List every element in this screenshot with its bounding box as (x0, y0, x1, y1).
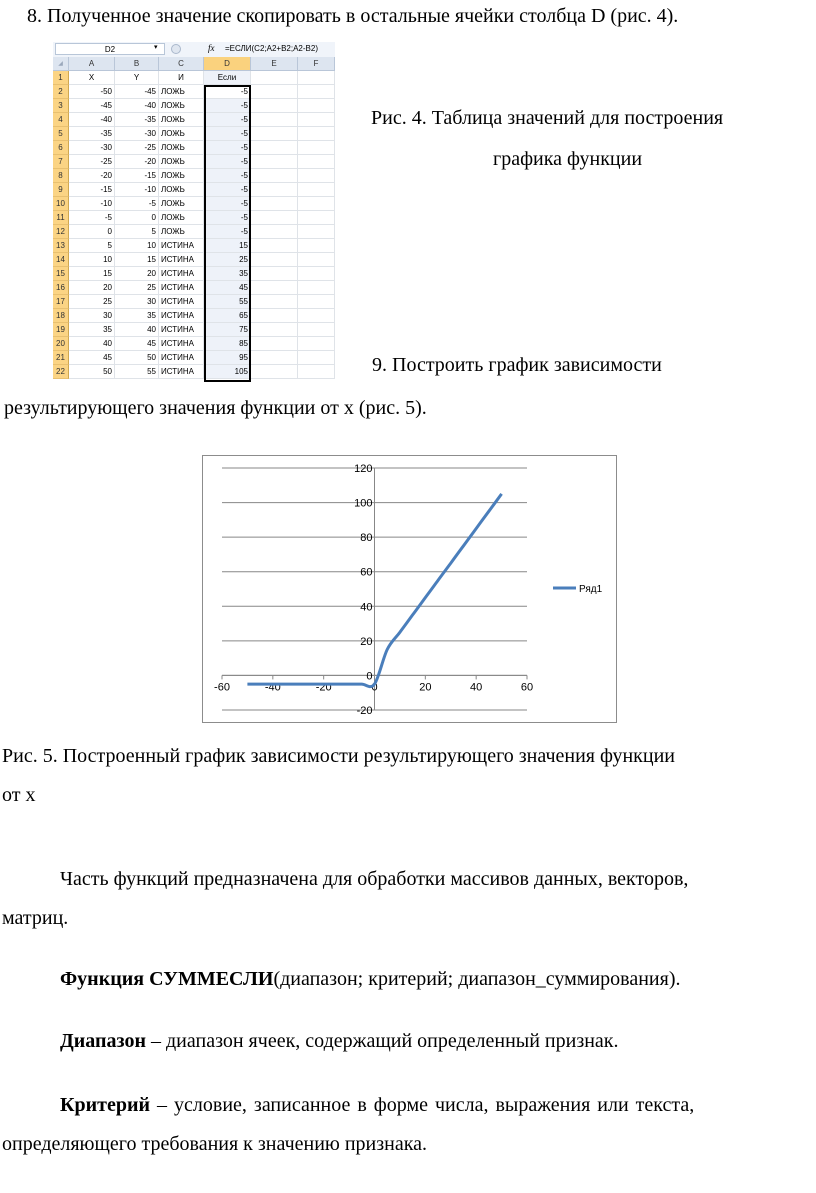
cell-empty[interactable] (251, 365, 298, 379)
fig5-caption-line2: от x (2, 784, 36, 806)
column-header-a[interactable]: A (69, 57, 115, 71)
x-tick-label: -60 (214, 681, 230, 694)
cell-y[interactable]: 0 (115, 211, 159, 225)
column-header-b[interactable]: B (115, 57, 159, 71)
cell-header-d[interactable]: Если (204, 71, 251, 85)
cell-x[interactable]: 35 (69, 323, 115, 337)
cell-if[interactable]: 95 (204, 351, 251, 365)
cell-empty[interactable] (251, 337, 298, 351)
cell-and[interactable]: ИСТИНА (159, 239, 204, 253)
cell-empty[interactable] (298, 337, 335, 351)
cell-y[interactable]: -35 (115, 113, 159, 127)
cell-and[interactable]: ЛОЖЬ (159, 197, 204, 211)
cell-empty[interactable] (298, 309, 335, 323)
cell-empty[interactable] (298, 211, 335, 225)
cell-empty[interactable] (298, 225, 335, 239)
criterion-text: – условие, записанное в форме числа, выражения или текста, (150, 1094, 695, 1116)
cell-x[interactable]: 30 (69, 309, 115, 323)
cell-empty[interactable] (251, 71, 298, 85)
cell-empty[interactable] (251, 127, 298, 141)
cell-and[interactable]: ЛОЖЬ (159, 169, 204, 183)
cell-and[interactable]: ИСТИНА (159, 253, 204, 267)
cell-y[interactable]: -30 (115, 127, 159, 141)
x-tick-label: 60 (520, 681, 534, 694)
cell-empty[interactable] (251, 169, 298, 183)
cell-if[interactable]: 105 (204, 365, 251, 379)
fig5-caption-line1: Рис. 5. Построенный график зависимости результирующего значения функции (2, 745, 675, 767)
column-header-e[interactable]: E (251, 57, 298, 71)
cell-y[interactable]: -10 (115, 183, 159, 197)
cell-if[interactable]: -5 (204, 127, 251, 141)
cell-x[interactable]: -35 (69, 127, 115, 141)
x-tick-label: 40 (470, 681, 483, 694)
cell-header-c[interactable]: И (159, 71, 204, 85)
cell-y[interactable]: 50 (115, 351, 159, 365)
cell-header-a[interactable]: X (69, 71, 115, 85)
cell-if[interactable]: 45 (204, 281, 251, 295)
row-header[interactable]: 9 (53, 183, 69, 197)
row-header[interactable]: 20 (53, 337, 69, 351)
cell-and[interactable]: ЛОЖЬ (159, 99, 204, 113)
row-header[interactable]: 13 (53, 239, 69, 253)
cell-and[interactable]: ИСТИНА (159, 309, 204, 323)
cell-empty[interactable] (298, 141, 335, 155)
fig4-caption-line1: Рис. 4. Таблица значений для построения (371, 107, 724, 129)
formula-bar-expand-button[interactable] (171, 44, 181, 54)
cell-y[interactable]: 25 (115, 281, 159, 295)
column-header-f[interactable]: F (298, 57, 335, 71)
cell-empty[interactable] (298, 281, 335, 295)
cell-y[interactable]: 45 (115, 337, 159, 351)
cell-and[interactable]: ЛОЖЬ (159, 127, 204, 141)
legend-label: Ряд1 (579, 584, 603, 595)
cell-if[interactable]: 65 (204, 309, 251, 323)
cell-x[interactable]: -50 (69, 85, 115, 99)
fig4-caption-line2: графика функции (493, 148, 643, 170)
x-tick-label: -20 (315, 681, 332, 694)
row-header[interactable]: 17 (53, 295, 69, 309)
cell-x[interactable]: 15 (69, 267, 115, 281)
range-text: – диапазон ячеек, содержащий определенный признак. (146, 1030, 619, 1052)
x-tick-label: 20 (419, 681, 432, 694)
column-header-d[interactable]: D (204, 57, 251, 71)
cell-x[interactable]: 5 (69, 239, 115, 253)
row-header[interactable]: 21 (53, 351, 69, 365)
column-header-c[interactable]: C (159, 57, 204, 71)
cell-empty[interactable] (298, 253, 335, 267)
cell-y[interactable]: 10 (115, 239, 159, 253)
row-header[interactable]: 22 (53, 365, 69, 379)
cell-and[interactable]: ИСТИНА (159, 267, 204, 281)
cell-if[interactable]: 75 (204, 323, 251, 337)
cell-x[interactable]: 10 (69, 253, 115, 267)
cell-if[interactable]: -5 (204, 99, 251, 113)
cell-x[interactable]: 50 (69, 365, 115, 379)
cell-empty[interactable] (251, 99, 298, 113)
cell-x[interactable]: -30 (69, 141, 115, 155)
x-tick-label: -40 (264, 681, 281, 694)
cell-if[interactable]: -5 (204, 225, 251, 239)
cell-header-b[interactable]: Y (115, 71, 159, 85)
cell-empty[interactable] (298, 197, 335, 211)
sumif-signature: (диапазон; критерий; диапазон_суммирования). (273, 968, 681, 990)
y-tick-label: 20 (360, 635, 373, 648)
cell-if[interactable]: -5 (204, 169, 251, 183)
cell-x[interactable]: -15 (69, 183, 115, 197)
row-header[interactable]: 10 (53, 197, 69, 211)
cell-empty[interactable] (298, 351, 335, 365)
cell-empty[interactable] (298, 183, 335, 197)
cell-empty[interactable] (298, 155, 335, 169)
cell-and[interactable]: ИСТИНА (159, 323, 204, 337)
excel-screenshot (53, 42, 335, 384)
cell-empty[interactable] (251, 113, 298, 127)
cell-empty[interactable] (251, 225, 298, 239)
range-term: Диапазон (60, 1030, 146, 1052)
cell-if[interactable]: 15 (204, 239, 251, 253)
cell-empty[interactable] (298, 323, 335, 337)
select-all-corner[interactable]: ◢ (53, 57, 69, 71)
criterion-term: Критерий (60, 1094, 151, 1116)
formula-input[interactable]: =ЕСЛИ(C2;A2+B2;A2-B2) (225, 44, 318, 53)
fx-icon[interactable]: fx (208, 43, 215, 53)
cell-x[interactable]: -45 (69, 99, 115, 113)
formula-bar (53, 42, 335, 58)
cell-and[interactable]: ИСТИНА (159, 351, 204, 365)
cell-x[interactable]: 20 (69, 281, 115, 295)
cell-empty[interactable] (251, 183, 298, 197)
name-box[interactable]: D2 (55, 43, 165, 55)
row-header[interactable]: 1 (53, 71, 69, 85)
row-header[interactable]: 7 (53, 155, 69, 169)
criterion-line2: определяющего требования к значению признака. (2, 1133, 428, 1155)
cell-y[interactable]: 5 (115, 225, 159, 239)
cell-if[interactable]: 35 (204, 267, 251, 281)
cell-x[interactable]: -25 (69, 155, 115, 169)
cell-y[interactable]: -45 (115, 85, 159, 99)
cell-and[interactable]: ИСТИНА (159, 365, 204, 379)
row-header[interactable]: 14 (53, 253, 69, 267)
cell-empty[interactable] (298, 267, 335, 281)
cell-y[interactable]: -25 (115, 141, 159, 155)
y-tick-label: -20 (356, 705, 373, 717)
cell-empty[interactable] (251, 267, 298, 281)
cell-y[interactable]: -20 (115, 155, 159, 169)
line-chart (202, 455, 617, 723)
cell-empty[interactable] (298, 99, 335, 113)
cell-if[interactable]: -5 (204, 155, 251, 169)
y-tick-label: 40 (360, 601, 373, 614)
cell-and[interactable]: ЛОЖЬ (159, 225, 204, 239)
row-header[interactable]: 19 (53, 323, 69, 337)
cell-and[interactable]: ЛОЖЬ (159, 85, 204, 99)
cell-if[interactable]: -5 (204, 113, 251, 127)
cell-x[interactable]: 40 (69, 337, 115, 351)
cell-empty[interactable] (251, 351, 298, 365)
row-header[interactable]: 8 (53, 169, 69, 183)
row-header[interactable]: 4 (53, 113, 69, 127)
y-tick-label: 0 (366, 670, 373, 683)
cell-if[interactable]: -5 (204, 141, 251, 155)
cell-empty[interactable] (251, 85, 298, 99)
cell-y[interactable]: 55 (115, 365, 159, 379)
row-header[interactable]: 5 (53, 127, 69, 141)
cell-x[interactable]: -20 (69, 169, 115, 183)
step-9-line1: 9. Построить график зависимости (372, 354, 662, 376)
x-tick-label: 0 (371, 681, 378, 694)
cell-y[interactable]: 20 (115, 267, 159, 281)
step-8-text: 8. Полученное значение скопировать в остальные ячейки столбца D (рис. 4). (27, 5, 679, 27)
cell-empty[interactable] (251, 281, 298, 295)
cell-empty[interactable] (251, 239, 298, 253)
cell-and[interactable]: ИСТИНА (159, 295, 204, 309)
cell-x[interactable]: -40 (69, 113, 115, 127)
cell-empty[interactable] (298, 365, 335, 379)
cell-empty[interactable] (298, 295, 335, 309)
cell-and[interactable]: ЛОЖЬ (159, 113, 204, 127)
cell-if[interactable]: 85 (204, 337, 251, 351)
chevron-down-icon[interactable]: ▾ (154, 44, 158, 51)
cell-y[interactable]: -15 (115, 169, 159, 183)
cell-x[interactable]: -10 (69, 197, 115, 211)
cell-y[interactable]: 30 (115, 295, 159, 309)
step-9-line2: результирующего значения функции от x (рис. 5). (4, 397, 427, 419)
sumif-definition (60, 967, 680, 991)
cell-x[interactable]: -5 (69, 211, 115, 225)
paragraph-arrays-line1: Часть функций предназначена для обработки массивов данных, векторов, (60, 868, 689, 890)
row-header[interactable]: 3 (53, 99, 69, 113)
cell-empty[interactable] (298, 85, 335, 99)
cell-if[interactable]: 25 (204, 253, 251, 267)
row-header[interactable]: 6 (53, 141, 69, 155)
cell-empty[interactable] (298, 127, 335, 141)
cell-x[interactable]: 0 (69, 225, 115, 239)
cell-empty[interactable] (251, 253, 298, 267)
cell-and[interactable]: ЛОЖЬ (159, 183, 204, 197)
cell-empty[interactable] (251, 323, 298, 337)
cell-empty[interactable] (251, 309, 298, 323)
cell-and[interactable]: ИСТИНА (159, 281, 204, 295)
row-header[interactable]: 2 (53, 85, 69, 99)
cell-empty[interactable] (298, 169, 335, 183)
cell-if[interactable]: -5 (204, 211, 251, 225)
cell-empty[interactable] (251, 155, 298, 169)
y-tick-label: 100 (354, 497, 373, 510)
cell-if[interactable]: -5 (204, 183, 251, 197)
cell-and[interactable]: ЛОЖЬ (159, 141, 204, 155)
y-tick-label: 120 (354, 463, 373, 475)
cell-empty[interactable] (251, 211, 298, 225)
cell-empty[interactable] (251, 295, 298, 309)
y-tick-label: 60 (360, 566, 373, 579)
cell-y[interactable]: -5 (115, 197, 159, 211)
cell-empty[interactable] (298, 239, 335, 253)
range-definition (60, 1029, 619, 1053)
cell-y[interactable]: 35 (115, 309, 159, 323)
cell-x[interactable]: 25 (69, 295, 115, 309)
row-header[interactable]: 15 (53, 267, 69, 281)
cell-y[interactable]: -40 (115, 99, 159, 113)
cell-if[interactable]: -5 (204, 197, 251, 211)
paragraph-arrays-line2: матриц. (2, 907, 69, 929)
row-header[interactable]: 16 (53, 281, 69, 295)
cell-x[interactable]: 45 (69, 351, 115, 365)
row-header[interactable]: 11 (53, 211, 69, 225)
y-tick-label: 80 (360, 532, 373, 545)
cell-empty[interactable] (251, 197, 298, 211)
sumif-term: Функция СУММЕСЛИ (60, 968, 274, 990)
cell-empty[interactable] (251, 141, 298, 155)
cell-empty[interactable] (298, 113, 335, 127)
cell-empty[interactable] (298, 71, 335, 85)
active-cell[interactable]: -5 (204, 85, 251, 99)
cell-and[interactable]: ИСТИНА (159, 337, 204, 351)
cell-and[interactable]: ЛОЖЬ (159, 211, 204, 225)
cell-if[interactable]: 55 (204, 295, 251, 309)
row-header[interactable]: 12 (53, 225, 69, 239)
row-header[interactable]: 18 (53, 309, 69, 323)
cell-and[interactable]: ЛОЖЬ (159, 155, 204, 169)
criterion-definition (60, 1093, 694, 1117)
cell-y[interactable]: 40 (115, 323, 159, 337)
cell-y[interactable]: 15 (115, 253, 159, 267)
